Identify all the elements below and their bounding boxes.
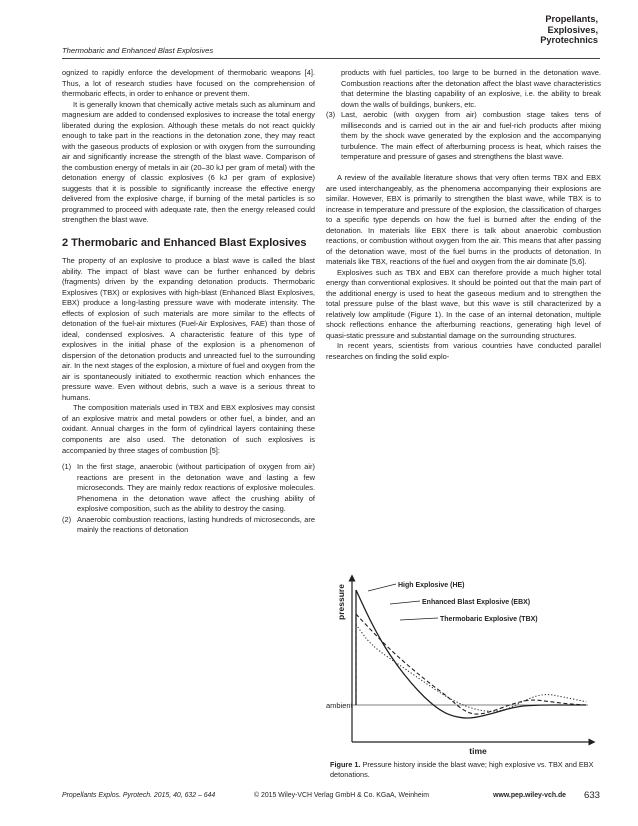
journal-name-line1: Propellants,	[545, 14, 598, 24]
list-item	[62, 515, 315, 536]
series-line-0	[356, 590, 586, 718]
legend-leader-0	[368, 584, 396, 591]
journal-name-line2: Explosives,	[547, 24, 598, 35]
list-item	[62, 462, 315, 515]
journal-name-line3: Pyrotechnics	[540, 35, 598, 46]
ambient-label: ambient	[326, 701, 353, 710]
paragraph: Explosives such as TBX and EBX can therefore provide a much higher total energy than conventional explosives. It should be pointed out that the main part of the additional energy is used to heat the gaseous medium and to strengthen the total pressure pulse of the blast wave, but this wave is still characterized by a relatively low amplitude (Figure 1). In the case of an internal detonation, multiple shock reflections enhance the afterburning reactions, generating high level of quasi-static pressure and substantial damage on the surrounding structures.	[326, 267, 601, 340]
right-column	[326, 68, 601, 362]
list-number: (3)	[326, 110, 336, 120]
series-label-0: High Explosive (HE)	[398, 582, 465, 589]
figure-caption-text: Pressure history inside the blast wave; high explosive vs. TBX and EBX detonations.	[330, 760, 594, 779]
list-text: Last, aerobic (with oxygen from air) combustion stage takes tens of milliseconds and is carried out in the air and fuel-rich products after mixing them by the shock wave generated by the explosion and the accompanying turbulence. The main effect of afterburning process is heat, which raises the temperature and pressure of gases and strengthens the blast wave.	[341, 110, 601, 162]
list-number: (2)	[62, 514, 72, 524]
list-item	[326, 110, 601, 163]
paragraph: It is generally known that chemically active metals such as aluminum and magnesium are added to condensed explosives to increase the total energy liberated during the explosion. Although these metals do not react quickly enough to take part in the reactions in the detonation zone, they may react with the gaseous products of explosion or with oxygen from the surrounding air and significantly increase the strength of the blast wave. Comparison of the combustion energy of metals in air (20–30 kJ per gram of metal) with the detonation energy of classic explosives (6 kJ per gram of explosive) suggests that it is possible to significantly increase the effective energy delivered from the explosive charge, if burning of the metal particles is so programmed to proceed with adequate rate, then the energy released could strengthen the blast wave.	[62, 99, 315, 225]
figure-1	[326, 560, 598, 756]
journal-reference: Propellants Explos. Pyrotech. 2015, 40, 632 – 644	[62, 792, 216, 799]
page-footer	[62, 790, 600, 802]
list-number: (1)	[62, 462, 72, 472]
figure-caption	[330, 760, 598, 780]
paragraph: A review of the available literature shows that very often terms TBX and EBX are used interchangeably, as the phenomena accompanying their explosions are similar. However, EBX is primarily to strengthen the blast wave, while TBX is to increase in temperature and pressure of the explosion, the classification of charges to a specific type depends on how the fuel is burned after the ending of the detonation. In materials like EBX there is talk about anaerobic combustion reactions, or combustion without oxygen from the air. This means that after passing of the detonation wave, most of the fuel burns in the products of detonation. In materials like TBX, reactions of the fuel and oxygen from the air dominate [5,6].	[326, 173, 601, 267]
list-text: In the first stage, anaerobic (without participation of oxygen from air) reactions are present in the detonation wave and lasting a few microseconds. They are mainly redox reactions of explosive molecules. Phenomena in the detonation wave affect the crushing ability of explosive composition, such as the ability to destroy the casing.	[77, 462, 315, 514]
journal-url[interactable]: www.pep.wiley-vch.de	[493, 792, 566, 799]
page-number: 633	[583, 790, 600, 801]
copyright: © 2015 Wiley-VCH Verlag GmbH & Co. KGaA, Weinheim	[254, 792, 429, 799]
section-title: 2 Thermobaric and Enhanced Blast Explosives	[62, 237, 307, 250]
paragraph: The composition materials used in TBX and EBX explosives may consist of an explosive matrix and metal powders or other fuel, a binder, and an oxidant. Annual charges in the form of cylindrical layers containing these components are also used. The detonation of such explosives is accompanied by three stages of combustion [5]:	[62, 403, 315, 455]
figure-caption-label: Figure 1.	[330, 760, 361, 769]
series-line-1	[356, 614, 586, 714]
y-axis-label: pressure	[336, 584, 346, 620]
list-item-continued	[326, 68, 601, 110]
legend-leader-1	[390, 601, 420, 604]
paragraph: The property of an explosive to produce a blast wave is called the blast ability. The impact of blast wave can be further enhanced by debris (fragments) driven by the expanding detonation products. Thermobaric Explosives (TBX) or explosives with high-blast (Enhanced Blast Explosives, EBX) produce a long-lasting pressure wave with moderate intensity. The effects of explosion of such materials are more similar to the effects of detonation of the fuel-air mixtures (Fuel-Air Explosives, FAE) than those of ideal, condensed explosives. A characteristic feature of this type of explosives in the initial phase of the explosion is a phenomenon of dispersion of the detonation products and unreacted fuel to the surrounding air. In the next stages of the explosion, a mixture of fuel and oxygen from the air is spontaneously initiated to exothermic reaction which enhances the pressure wave. Even without debris, such a wave is a serious threat to humans.	[62, 256, 315, 402]
series-label-1: Enhanced Blast Explosive (EBX)	[422, 599, 531, 606]
list-text: Anaerobic combustion reactions, lasting hundreds of microseconds, are mainly the reactions of detonation	[77, 514, 315, 535]
series-label-2: Thermobaric Explosive (TBX)	[440, 616, 538, 623]
list-text: products with fuel particles, too large to be burned in the detonation wave. Combustion reactions after the detonation affect the blast wave characteristics that determine the blasting capability of an explosive, i.e. the ability to break down the walls of buildings, bunkers, etc.	[341, 68, 601, 109]
legend-leader-2	[400, 618, 438, 620]
series-line-2	[356, 625, 586, 712]
x-axis-label: time	[469, 746, 487, 756]
journal-name	[448, 14, 598, 46]
left-column	[62, 68, 315, 536]
pressure-history-chart	[326, 560, 598, 756]
header-rule	[62, 58, 600, 59]
running-title: Thermobaric and Enhanced Blast Explosives	[62, 46, 214, 55]
paragraph: In recent years, scientists from various countries have conducted parallel researches on finding the solid explo-	[326, 341, 601, 361]
paragraph: ognized to rapidly enforce the development of thermobaric weapons [4]. Thus, a lot of research studies have focused on the comprehension of thermobaric effects, in order to enhance or prevent them.	[62, 68, 315, 99]
